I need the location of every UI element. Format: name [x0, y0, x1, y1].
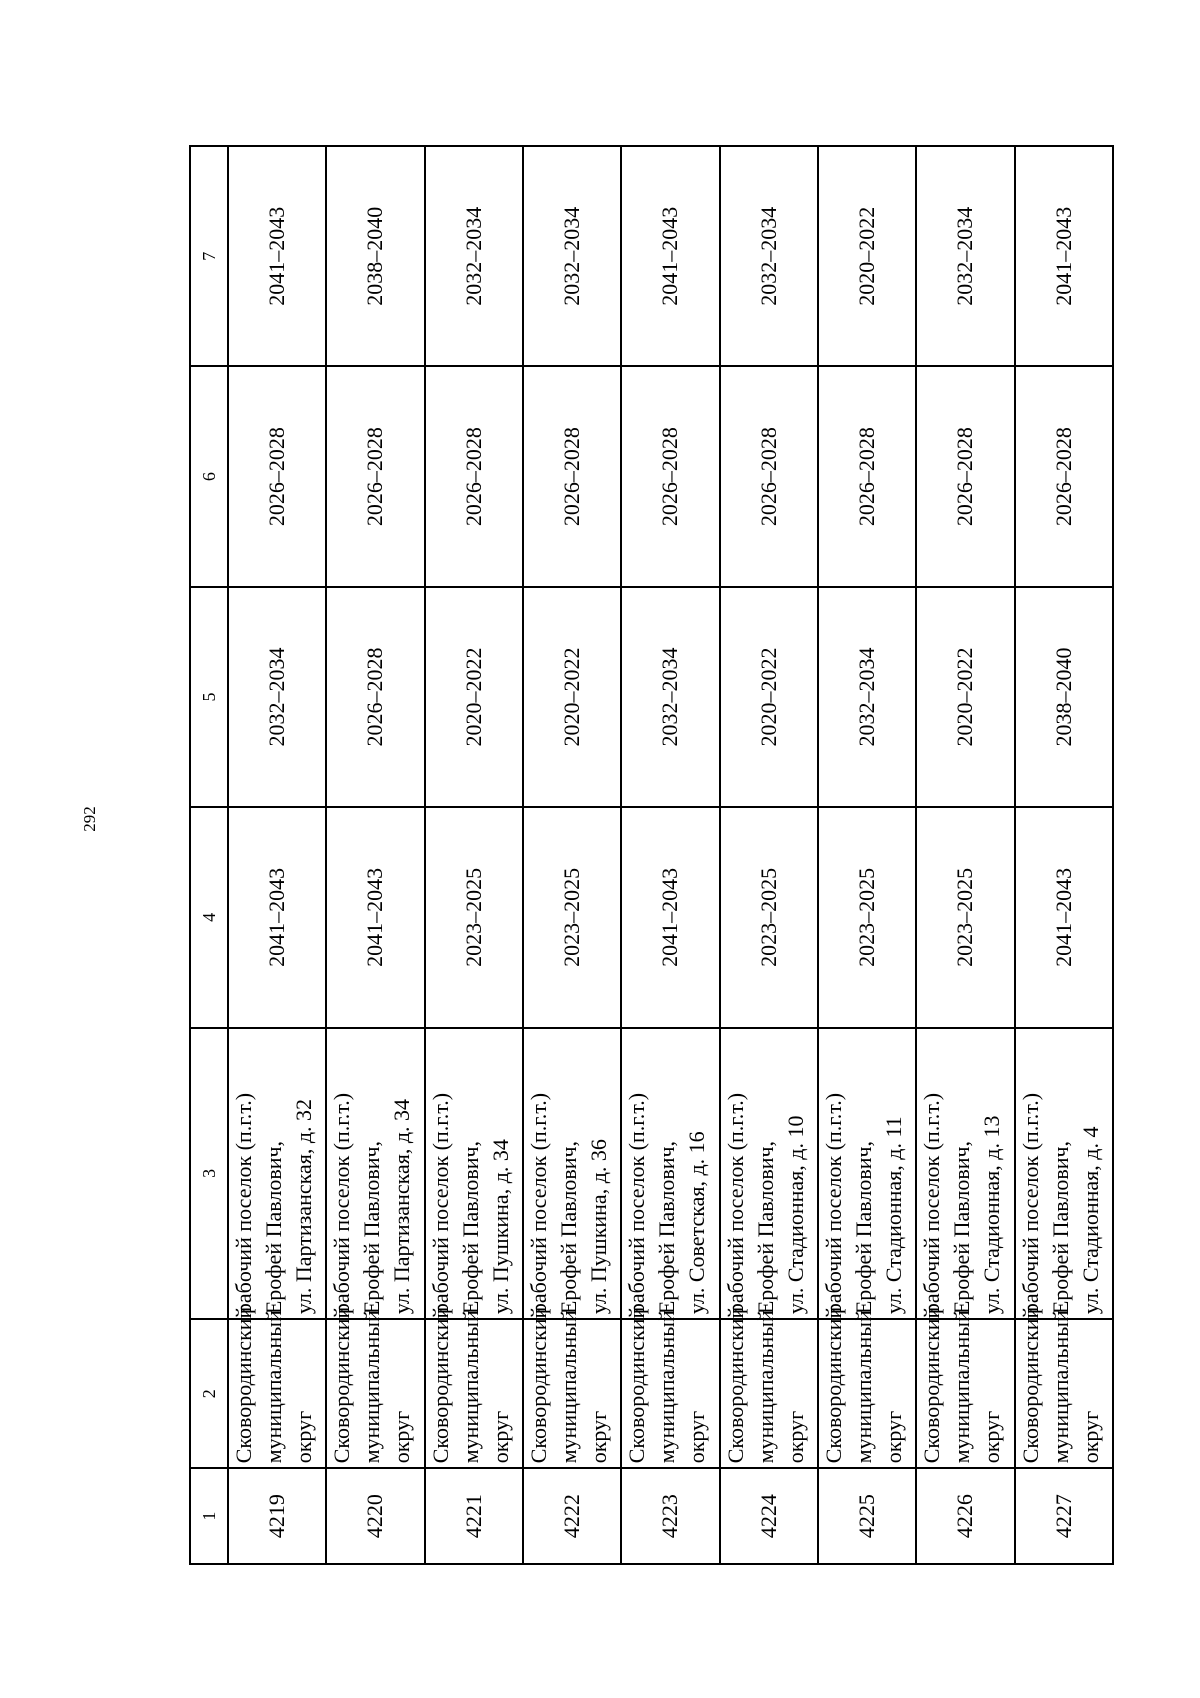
table-row	[720, 146, 818, 1564]
address-line: ул. Стадионная, д. 13	[979, 1115, 1005, 1315]
district-line: Сковородинский	[624, 1306, 650, 1464]
period-col-4-cell: 2023–2025	[818, 807, 916, 1027]
district-line: округ	[684, 1410, 710, 1464]
address-cell	[1015, 1028, 1113, 1320]
address-cell	[425, 1028, 523, 1320]
row-number-cell: 4223	[621, 1468, 719, 1564]
header-col-4: 4	[190, 807, 228, 1027]
table-row	[621, 146, 719, 1564]
district-line: муниципальный	[752, 1310, 778, 1464]
district-line: округ	[1077, 1410, 1103, 1464]
address-line: ул. Партизанская, д. 34	[389, 1098, 415, 1315]
row-number-cell: 4219	[228, 1468, 326, 1564]
district-line: округ	[585, 1410, 611, 1464]
header-col-1: 1	[190, 1468, 228, 1564]
address-line: Ерофей Павлович,	[1047, 1140, 1073, 1315]
address-line: Ерофей Павлович,	[555, 1140, 581, 1315]
district-cell	[916, 1306, 1014, 1468]
header-col-6: 6	[190, 366, 228, 586]
period-col-7-cell: 2032–2034	[425, 146, 523, 366]
table-row	[425, 146, 523, 1564]
address-line: ул. Стадионная, д. 11	[880, 1116, 906, 1315]
address-line: ул. Партизанская, д. 32	[291, 1098, 316, 1315]
district-cell	[425, 1306, 523, 1468]
period-col-6-cell: 2026–2028	[523, 366, 621, 586]
table-row	[818, 146, 916, 1564]
row-number-cell: 4220	[326, 1468, 424, 1564]
header-col-5: 5	[190, 587, 228, 807]
district-line: Сковородинский	[722, 1306, 748, 1464]
period-col-6-cell: 2026–2028	[720, 366, 818, 586]
period-col-5-cell: 2020–2022	[916, 587, 1014, 807]
period-col-6-cell: 2026–2028	[916, 366, 1014, 586]
district-cell	[621, 1306, 719, 1468]
period-col-7-cell: 2041–2043	[1015, 146, 1113, 366]
row-number-cell: 4224	[720, 1468, 818, 1564]
table-row	[326, 146, 424, 1564]
address-line: рабочий поселок (п.г.т.)	[329, 1092, 355, 1315]
address-line: рабочий поселок (п.г.т.)	[231, 1092, 256, 1315]
address-line: рабочий поселок (п.г.т.)	[820, 1092, 846, 1315]
period-col-6-cell: 2026–2028	[425, 366, 523, 586]
period-col-7-cell: 2020–2022	[818, 146, 916, 366]
period-col-6-cell: 2026–2028	[1015, 366, 1113, 586]
address-line: Ерофей Павлович,	[949, 1140, 975, 1315]
district-line: округ	[979, 1410, 1005, 1464]
table-body	[228, 146, 1113, 1564]
page-number: 292	[80, 806, 99, 832]
period-col-5-cell: 2032–2034	[818, 587, 916, 807]
address-line: Ерофей Павлович,	[850, 1140, 876, 1315]
district-cell	[1015, 1306, 1113, 1468]
address-line: Ерофей Павлович,	[752, 1140, 778, 1315]
period-col-6-cell: 2026–2028	[326, 366, 424, 586]
rotated-table-container	[189, 145, 1114, 1565]
address-cell	[621, 1028, 719, 1320]
address-line: рабочий поселок (п.г.т.)	[624, 1092, 650, 1315]
district-line: муниципальный	[654, 1310, 680, 1464]
address-cell	[818, 1028, 916, 1320]
period-col-4-cell: 2023–2025	[523, 807, 621, 1027]
address-line: ул. Советская, д. 16	[684, 1131, 710, 1315]
period-col-4-cell: 2041–2043	[621, 807, 719, 1027]
period-col-4-cell: 2023–2025	[425, 807, 523, 1027]
period-col-4-cell: 2041–2043	[1015, 807, 1113, 1027]
period-col-5-cell: 2020–2022	[425, 587, 523, 807]
period-col-6-cell: 2026–2028	[228, 366, 326, 586]
address-cell	[720, 1028, 818, 1320]
table-row	[916, 146, 1014, 1564]
district-line: муниципальный	[457, 1310, 483, 1464]
row-number-cell: 4221	[425, 1468, 523, 1564]
address-cell	[326, 1028, 424, 1320]
district-cell	[523, 1306, 621, 1468]
district-line: муниципальный	[555, 1310, 581, 1464]
address-cell	[916, 1028, 1014, 1320]
district-line: округ	[880, 1410, 906, 1464]
district-line: округ	[291, 1410, 316, 1464]
address-line: рабочий поселок (п.г.т.)	[722, 1092, 748, 1315]
district-line: муниципальный	[949, 1310, 975, 1464]
period-col-7-cell: 2041–2043	[228, 146, 326, 366]
district-line: округ	[782, 1410, 808, 1464]
district-cell	[720, 1306, 818, 1468]
row-number-cell: 4226	[916, 1468, 1014, 1564]
period-col-5-cell: 2038–2040	[1015, 587, 1113, 807]
period-col-7-cell: 2041–2043	[621, 146, 719, 366]
district-line: Сковородинский	[1017, 1306, 1043, 1464]
district-line: Сковородинский	[919, 1306, 945, 1464]
district-line: Сковородинский	[820, 1306, 846, 1464]
row-number-cell: 4225	[818, 1468, 916, 1564]
district-line: округ	[487, 1410, 513, 1464]
period-col-4-cell: 2041–2043	[228, 807, 326, 1027]
district-cell	[228, 1306, 326, 1468]
address-cell	[228, 1028, 326, 1320]
period-col-5-cell: 2026–2028	[326, 587, 424, 807]
period-col-5-cell: 2032–2034	[228, 587, 326, 807]
period-col-5-cell: 2032–2034	[621, 587, 719, 807]
period-col-5-cell: 2020–2022	[523, 587, 621, 807]
table-row	[228, 146, 326, 1564]
address-line: ул. Стадионная, д. 10	[782, 1115, 808, 1315]
district-line: Сковородинский	[525, 1306, 551, 1464]
header-col-3: 3	[190, 1028, 228, 1320]
district-line: округ	[389, 1410, 415, 1464]
period-col-4-cell: 2023–2025	[916, 807, 1014, 1027]
header-col-2: 2	[190, 1319, 228, 1468]
period-col-6-cell: 2026–2028	[621, 366, 719, 586]
period-col-6-cell: 2026–2028	[818, 366, 916, 586]
period-col-7-cell: 2038–2040	[326, 146, 424, 366]
table-row	[1015, 146, 1113, 1564]
district-line: Сковородинский	[329, 1306, 355, 1464]
district-cell	[326, 1306, 424, 1468]
district-line: Сковородинский	[231, 1306, 256, 1464]
address-line: ул. Стадионная, д. 4	[1077, 1126, 1103, 1315]
district-line: муниципальный	[261, 1310, 286, 1464]
district-line: муниципальный	[850, 1310, 876, 1464]
period-col-7-cell: 2032–2034	[523, 146, 621, 366]
period-col-4-cell: 2023–2025	[720, 807, 818, 1027]
period-col-5-cell: 2020–2022	[720, 587, 818, 807]
period-col-7-cell: 2032–2034	[720, 146, 818, 366]
district-line: Сковородинский	[427, 1306, 453, 1464]
period-col-4-cell: 2041–2043	[326, 807, 424, 1027]
address-line: рабочий поселок (п.г.т.)	[1017, 1092, 1043, 1315]
district-cell	[818, 1306, 916, 1468]
table-row	[523, 146, 621, 1564]
address-line: рабочий поселок (п.г.т.)	[919, 1092, 945, 1315]
address-line: Ерофей Павлович,	[457, 1140, 483, 1315]
address-line: Ерофей Павлович,	[359, 1140, 385, 1315]
address-line: Ерофей Павлович,	[261, 1140, 286, 1315]
address-line: рабочий поселок (п.г.т.)	[427, 1092, 453, 1315]
schedule-table	[189, 145, 1114, 1565]
address-line: ул. Пушкина, д. 36	[585, 1139, 611, 1315]
row-number-cell: 4222	[523, 1468, 621, 1564]
district-line: муниципальный	[1047, 1310, 1073, 1464]
header-row	[190, 146, 228, 1564]
address-line: ул. Пушкина, д. 34	[487, 1139, 513, 1315]
header-col-7: 7	[190, 146, 228, 366]
address-cell	[523, 1028, 621, 1320]
address-line: рабочий поселок (п.г.т.)	[525, 1092, 551, 1315]
address-line: Ерофей Павлович,	[654, 1140, 680, 1315]
row-number-cell: 4227	[1015, 1468, 1113, 1564]
district-line: муниципальный	[359, 1310, 385, 1464]
period-col-7-cell: 2032–2034	[916, 146, 1014, 366]
